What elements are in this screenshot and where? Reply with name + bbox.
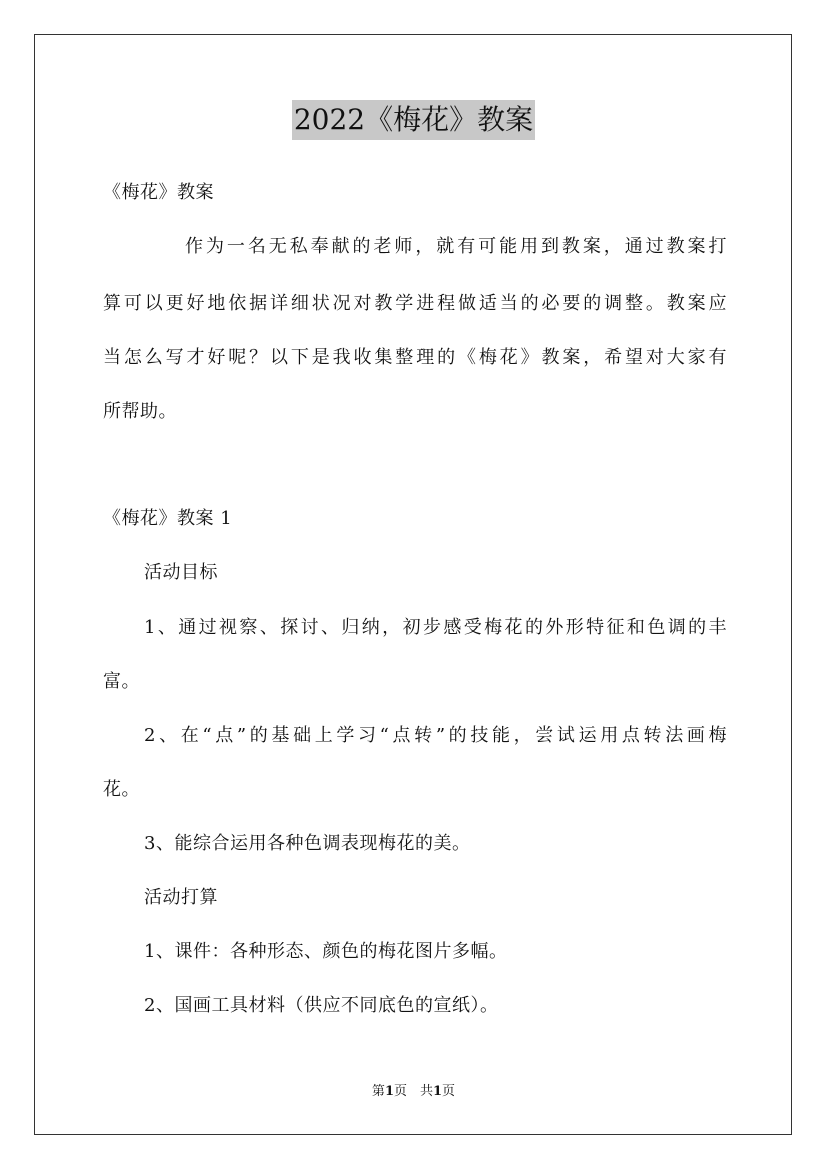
footer-page-number: 1 bbox=[384, 1084, 394, 1099]
goal1-line-1: 1、通过视察、探讨、归纳，初步感受梅花的外形特征和色调的丰 bbox=[144, 617, 727, 638]
footer-suffix: 页 bbox=[442, 1084, 456, 1099]
section1-heading: 《梅花》教案 1 bbox=[103, 508, 233, 529]
title-container bbox=[0, 100, 827, 140]
goal3: 3、能综合运用各种色调表现梅花的美。 bbox=[144, 833, 471, 854]
footer-mid: 页 共 bbox=[393, 1084, 433, 1099]
intro-line-4: 所帮助。 bbox=[103, 401, 177, 422]
intro-line-3: 当怎么写才好呢？以下是我收集整理的《梅花》教案，希望对大家有 bbox=[103, 347, 727, 368]
prep-item-1: 1、课件：各种形态、颜色的梅花图片多幅。 bbox=[144, 941, 508, 962]
page-footer bbox=[0, 1083, 827, 1101]
goals-heading: 活动目标 bbox=[144, 562, 218, 583]
goal2-line-2: 花。 bbox=[103, 779, 140, 800]
intro-heading: 《梅花》教案 bbox=[103, 182, 214, 203]
intro-line-2: 算可以更好地依据详细状况对教学进程做适当的必要的调整。教案应 bbox=[103, 293, 727, 314]
goal1-line-2: 富。 bbox=[103, 671, 140, 692]
footer-prefix: 第 bbox=[371, 1084, 385, 1099]
prep-heading: 活动打算 bbox=[144, 887, 218, 908]
document-title: 2022《梅花》教案 bbox=[292, 100, 535, 140]
prep-item-2: 2、国画工具材料（供应不同底色的宣纸）。 bbox=[144, 995, 499, 1016]
intro-line-1: 作为一名无私奉献的老师，就有可能用到教案，通过教案打 bbox=[185, 236, 727, 257]
goal2-line-1: 2、在“点”的基础上学习“点转”的技能，尝试运用点转法画梅 bbox=[144, 725, 727, 746]
footer-total-pages: 1 bbox=[433, 1084, 443, 1099]
